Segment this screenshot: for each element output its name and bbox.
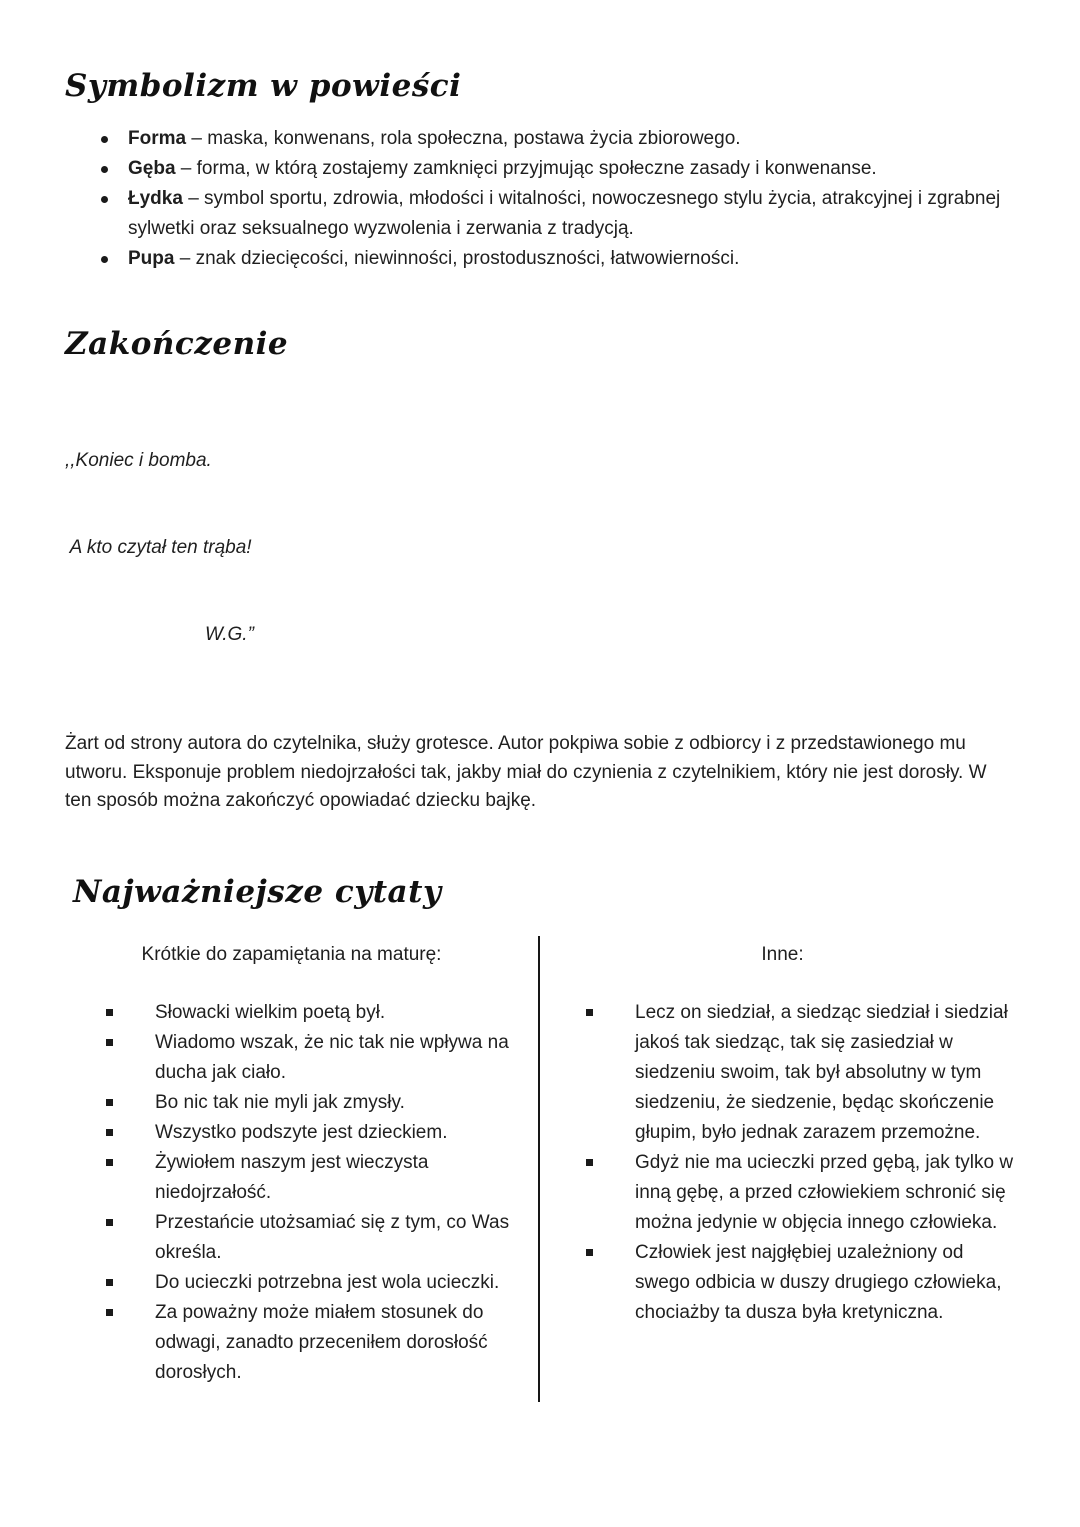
quote-text: Żywiołem naszym jest wieczysta niedojrzałość. [155, 1151, 429, 1203]
list-item [65, 124, 1015, 154]
term-description: – znak dziecięcości, niewinności, prostoduszności, łatwowierności. [174, 248, 740, 269]
quote-text: Przestańcie utożsamiać się z tym, co Was określa. [155, 1211, 510, 1263]
section-heading-symbolizm: Symbolizm w powieści [65, 68, 462, 104]
term-description: – maska, konwenans, rola społeczna, postawa życia zbiorowego. [186, 128, 741, 149]
left-column-header: Krótkie do zapamiętania na maturę: [141, 943, 442, 965]
term-label: Gęba [128, 158, 176, 179]
quote-item [105, 1208, 518, 1268]
quote-item [105, 1088, 518, 1118]
quote-text: Lecz on siedział, a siedząc siedział i siedział jakoś tak siedząc, tak się zasiedział w siedzeniu swoim, tak był absolutny w tym siedzeniu, że siedzenie, będąc skończenie głupim, było jednak zarazem przemożne. [635, 1001, 1008, 1143]
list-item [65, 154, 1015, 184]
list-item [65, 244, 1015, 274]
quotes-two-column-section [65, 936, 1015, 1402]
quote-text: Do ucieczki potrzebna jest wola ucieczki. [155, 1271, 500, 1293]
right-column-header: Inne: [761, 943, 804, 965]
quote-item [105, 1028, 518, 1088]
quote-item [585, 998, 1015, 1148]
term-label: Łydka [128, 188, 183, 209]
quote-text: Bo nic tak nie myli jak zmysły. [155, 1091, 405, 1113]
quote-text: Słowacki wielkim poetą był. [155, 1001, 386, 1023]
section-heading-zakonczenie: Zakończenie [65, 326, 289, 362]
quote-item [585, 1238, 1015, 1328]
term-label: Pupa [128, 248, 175, 269]
quotes-column-right [540, 936, 1015, 1402]
section-heading-cytaty: Najważniejsze cytaty [73, 873, 442, 910]
list-item [65, 184, 1015, 244]
quote-line-3: W.G.” [205, 624, 254, 645]
quote-item [585, 1148, 1015, 1238]
quote-item [105, 1298, 518, 1388]
quote-text: Wszystko podszyte jest dzieckiem. [155, 1121, 448, 1143]
left-quotes-list [105, 998, 518, 1388]
right-quotes-list [585, 998, 1015, 1328]
quote-text: Gdyż nie ma ucieczki przed gębą, jak tylko w inną gębę, a przed człowiekiem schronić się można jedynie w objęcia innego człowieka. [635, 1151, 1014, 1233]
quote-item [105, 998, 518, 1028]
closing-quote [65, 388, 1015, 707]
quote-line-1: ,,Koniec i bomba. [65, 450, 212, 471]
quote-line-2: A kto czytał ten trąba! [65, 537, 252, 558]
term-description: – symbol sportu, zdrowia, młodości i witalności, nowoczesnego stylu życia, atrakcyjnej i zgrabnej sylwetki oraz seksualnego wyzwolenia i zerwania z tradycją. [128, 188, 1001, 239]
quotes-column-left [65, 936, 540, 1402]
quote-item [105, 1118, 518, 1148]
quote-item [105, 1268, 518, 1298]
term-description: – forma, w którą zostajemy zamknięci przyjmując społeczne zasady i konwenanse. [175, 158, 877, 179]
ending-paragraph: Żart od strony autora do czytelnika, służy grotesce. Autor pokpiwa sobie z odbiorcy i z przedstawionego mu utworu. Eksponuje problem niedojrzałości tak, jakby miał do czynienia z czytelnikiem, który nie jest dorosły. W ten sposób można zakończyć opowiadać dziecku bajkę. [65, 733, 987, 811]
quote-item [105, 1148, 518, 1208]
quote-text: Za poważny może miałem stosunek do odwagi, zanadto przeceniłem dorosłość dorosłych. [155, 1301, 488, 1383]
term-label: Forma [128, 128, 187, 149]
quote-text: Człowiek jest najgłębiej uzależniony od swego odbicia w duszy drugiego człowieka, chociażby ta dusza była kretyniczna. [635, 1241, 1002, 1323]
symbolism-bullet-list [65, 124, 1015, 274]
quote-text: Wiadomo wszak, że nic tak nie wpływa na ducha jak ciało. [155, 1031, 509, 1083]
